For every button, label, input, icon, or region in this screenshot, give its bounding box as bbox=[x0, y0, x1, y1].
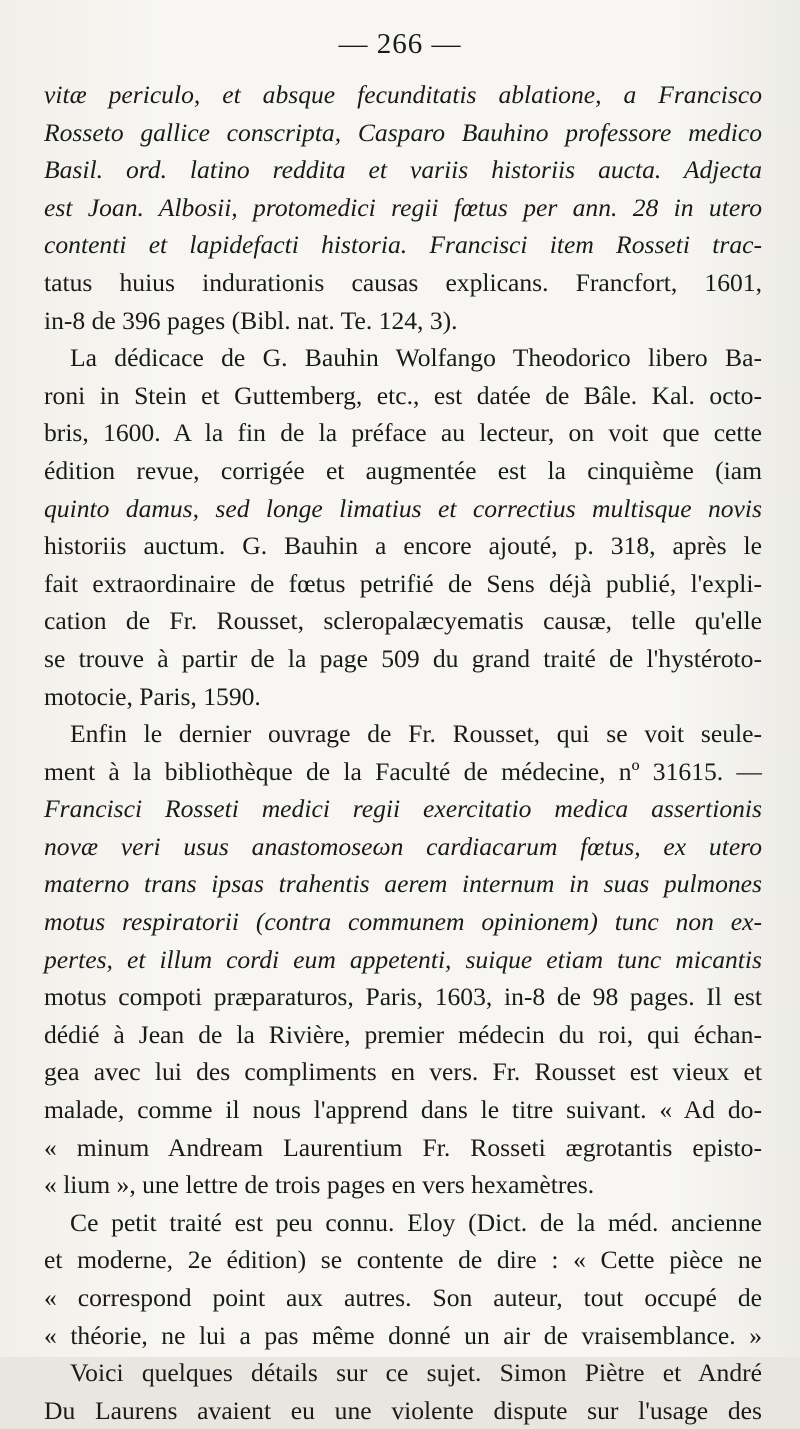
text-line: cation de Fr. Rousset, scleropalæcyematis causæ, telle qu'elle bbox=[44, 606, 762, 636]
text-line: Basil. ord. latino reddita et variis historiis aucta. Adjecta bbox=[44, 155, 762, 185]
text-line: historiis auctum. G. Bauhin a encore ajouté, p. 318, après le bbox=[44, 531, 762, 561]
text-line: Ce petit traité est peu connu. Eloy (Dict. de la méd. ancienne bbox=[70, 1207, 762, 1237]
text-line: se trouve à partir de la page 509 du grand traité de l'hystéroto- bbox=[44, 643, 762, 673]
text-line: in-8 de 396 pages (Bibl. nat. Te. 124, 3). bbox=[44, 305, 458, 335]
text-line: est Joan. Albosii, protomedici regii fœtus per ann. 28 in utero bbox=[44, 192, 762, 222]
text-line: La dédicace de G. Bauhin Wolfango Theodorico libero Ba- bbox=[70, 343, 762, 373]
text-line: fait extraordinaire de fœtus petrifié de Sens déjà publié, l'expli- bbox=[44, 568, 762, 598]
text-line: bris, 1600. A la fin de la préface au lecteur, on voit que cette bbox=[44, 418, 762, 448]
text-line: motocie, Paris, 1590. bbox=[44, 681, 261, 711]
text-line: « théorie, ne lui a pas même donné un air de vraisemblance. » bbox=[44, 1320, 762, 1350]
text-line: « correspond point aux autres. Son auteur, tout occupé de bbox=[44, 1283, 762, 1312]
text-line: dédié à Jean de la Rivière, premier médecin du roi, qui échan- bbox=[44, 1019, 762, 1049]
text-line: roni in Stein et Guttemberg, etc., est datée de Bâle. Kal. octo- bbox=[44, 380, 762, 410]
text-line: et moderne, 2e édition) se contente de dire : « Cette pièce ne bbox=[44, 1245, 762, 1275]
text-line: gea avec lui des compliments en vers. Fr. Rousset est vieux et bbox=[44, 1057, 762, 1087]
page-number: — 266 — bbox=[338, 28, 462, 60]
text-line: ment à la bibliothèque de la Faculté de médecine, nº 31615. — bbox=[44, 756, 762, 786]
text-line: « lium », une lettre de trois pages en vers hexamètres. bbox=[44, 1170, 595, 1200]
text-line: « minum Andream Laurentium Fr. Rosseti ægrotantis episto- bbox=[44, 1132, 762, 1162]
text-line: tatus huius indurationis causas explicans. Francfort, 1601, bbox=[44, 267, 762, 297]
text-line: édition revue, corrigée et augmentée est la cinquième (iam bbox=[44, 455, 762, 485]
text-line: Francisci Rosseti medici regii exercitatio medica assertionis bbox=[44, 794, 762, 824]
text-line: contenti et lapidefacti historia. Francisci item Rosseti trac- bbox=[44, 230, 762, 260]
text-line: malade, comme il nous l'apprend dans le titre suivant. « Ad do- bbox=[44, 1095, 762, 1125]
text-line: Rosseto gallice conscripta, Casparo Bauhino professore medico bbox=[44, 117, 762, 147]
text-line: vitæ periculo, et absque fecunditatis ablatione, a Francisco bbox=[44, 80, 762, 109]
text-line: quinto damus, sed longe limatius et correctius multisque novis bbox=[44, 493, 762, 523]
text-line: pertes, et illum cordi eum appetenti, suique etiam tunc micantis bbox=[44, 944, 762, 974]
text-line: novæ veri usus anastomoseωn cardiacarum fœtus, ex utero bbox=[44, 831, 762, 861]
text-line: Enfin le dernier ouvrage de Fr. Rousset, qui se voit seule- bbox=[70, 719, 762, 749]
page-body-text bbox=[44, 76, 762, 1429]
text-line: Du Laurens avaient eu une violente dispute sur l'usage des bbox=[44, 1395, 762, 1425]
text-line: Voici quelques détails sur ce sujet. Simon Piètre et André bbox=[70, 1358, 762, 1388]
text-line: motus respiratorii (contra communem opinionem) tunc non ex- bbox=[44, 907, 762, 937]
text-line: materno trans ipsas trahentis aerem internum in suas pulmones bbox=[44, 869, 762, 899]
text-line: motus compoti præparaturos, Paris, 1603, in-8 de 98 pages. Il est bbox=[44, 982, 762, 1012]
